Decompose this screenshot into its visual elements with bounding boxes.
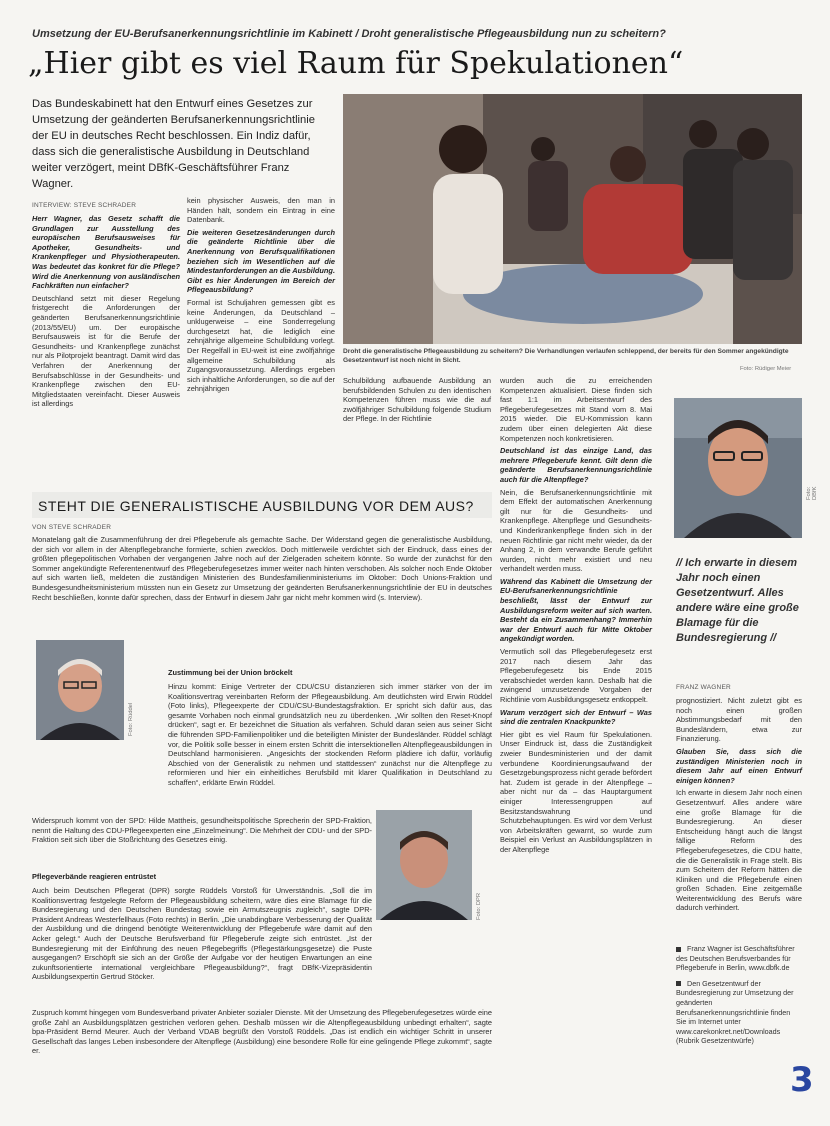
page-number: 3 (790, 1060, 814, 1100)
box-subheading-1: Zustimmung bei der Union bröckelt (168, 668, 293, 677)
info-item (676, 979, 802, 1046)
box-paragraph-5: Zuspruch kommt hingegen vom Bundesverband privater Anbieter sozialer Dienste. Mit der Umsetzung des Pflegeberufegesetzes würde eine große Zahl an Ausbildungsplätzen gestrichen verloren gehen. Deshalb müssen wir die Altenpflegeausbildung unbedingt erhalten“, sagte bpa-Präsident Bernd Meurer. Auch der Verband VDAB begrüßt den Vorstoß Rüddels. „Das ist endlich ein wichtiger Schritt in unserer Gesellschaft das langes Leben insbesondere der Altenpflege (Ausbildung) eine besondere Rolle für eine gelingende Pflege zukommt“, sagte er. (32, 1008, 492, 1056)
question: Warum verzögert sich der Entwurf – Was sind die zentralen Knackpunkte? (500, 707, 652, 727)
interview-column-2 (187, 196, 335, 484)
info-item-text: Franz Wagner ist Geschäftsführer des Deutschen Berufsverbandes für Pflegeberufe in Berlin, www.dbfk.de (676, 944, 795, 973)
box-byline: VON STEVE SCHRADER (32, 524, 112, 531)
box-paragraph-2a: Hinzu kommt: Einige Vertreter der CDU/CSU distanzieren sich immer stärker von der im Koalitionsvertrag vereinbarten Reform der Pflegeausbildung. Am deutlichsten wird Erwin Rüddel (Foto links), Pflegeexperte der CDU/CSU-Bundestagsfraktion. Er spricht sich dafür aus, das gesamte Vorhaben noch einmal grundsätzlich neu zu überdenken. „Wir sollten den Reset-Knopf drücken“, sagt er. Er bezeichnet die Situation als verfahren. Schuld daran seien aus seiner Sicht die führenden SPD-Familienpolitiker und die beteiligten Minister der Bundesländer. Rüddel schlägt vor, die Politik solle besser in einem ersten Schritt die intersektionellen Altenpflegeausbildungen in Deutschland harmonisieren. „Angesichts der stockenden Reform plädiere ich dafür, vorläufig Abschied von der Generalistik zu nehmen und stattdessen“ zunächst nur die Altenpflege zu reformieren und hier ein einheitliches Berufsbild mit klarer Qualifikation in Deutschland zu schaffen“, erklärte Erwin Rüddel. (168, 682, 492, 787)
pull-quote: // Ich erwarte in diesem Jahr noch einen Gesetzentwurf. Alles andere wäre eine große Blamage für die Bundesregierung // (676, 557, 799, 644)
box-paragraph-4: Auch beim Deutschen Pflegerat (DPR) sorgte Rüddels Vorstoß für Unverständnis. „Soll die im Koalitionsvertrag festgelegte Reform der Pflegeausbildung scheitern, wäre dies eine Blamage für die Bundesregierung und den Deutschen Bundestag sowie ein Armutszeugnis zugleich“, sagte DPR-Präsident Andreas Westerfellhaus (Foto rechts) in Berlin. „Die unabdingbare Verbesserung der Qualität der Ausbildung und die dringend benötigte Weiterentwicklung der Pflegeberufe wäre damit auf den Acker gelegt.“ Auch der Deutsche Berufsverband für Pflegeberufe zeigte sich entrüstet. „Ist der Bundesregierung mit der Einführung des neuen Pflegebegriffs (Pflegestärkungsgesetze) die Puste ausgegangen? Erschöpft sie sich an der Größe der Aufgabe vor der heutigen Erwartungen an eine zukunftsorientierte international vergleichbare Pflegeausbildung?“, fragt DBfK-Vizepräsidentin Ausbildungsexpertin Gertrud Stöcker. (32, 886, 372, 982)
bullet-icon (676, 981, 681, 986)
box-title: STEHT DIE GENERALISTISCHE AUSBILDUNG VOR DEM AUS? (38, 498, 474, 514)
kicker: Umsetzung der EU-Berufsanerkennungsrichtlinie im Kabinett / Droht generalistische Pflegeausbildung nun zu scheitern? (32, 28, 666, 40)
box-subheading-2: Pflegeverbände reagieren entrüstet (32, 872, 157, 881)
photo1-credit: Foto: Rüddel (128, 702, 134, 736)
interview-column-4 (500, 376, 652, 1086)
answer: Vermutlich soll das Pflegeberufegesetz erst 2017 nach diesem Jahr das Pflegeberufegesetz bis Ende 2015 verabschiedet werden kann. Deshalb hat die zwingend umzusetzende Vorgaben der Richtlinie vom Ausbildungsgesetz entkoppelt. (500, 647, 652, 704)
interview-column-5 (676, 696, 802, 936)
question: Herr Wagner, das Gesetz schafft die Grundlagen zur Ausstellung des europäischen Berufsausweises für Apotheker, Gesundheits- und Krankenpfleger und Physiotherapeuten. Was bedeutet das konkret für die Pflege? Wird die Anerkennung von ausländischen Fachkräften nun einfacher? (32, 214, 180, 291)
intro-text: Das Bundeskabinett hat den Entwurf eines Gesetzes zur Umsetzung der geänderten Berufsanerkennungsrichtlinie der EU in deutsches Recht beschlossen. Ein Indiz dafür, dass sich die generalistische Ausbildung in Deutschland weiter verzögert, meint DBfK-Geschäftsführer Franz Wagner. (32, 98, 315, 190)
answer: prognostiziert. Nicht zuletzt gibt es noch einen großen Abstimmungsbedarf mit den Bundesländern, etwa zur Finanzierung. (676, 696, 802, 744)
info-item (676, 944, 802, 973)
info-item-text: Den Gesetzentwurf der Bundesregierung zur Umsetzung der geänderten Berufsanerkennungsrichtlinie finden Sie im Internet unter www.carekonkret.net/Downloads (Rubrik Gesetzentwürfe) (676, 978, 794, 1046)
photo2-credit: Foto: DPR (476, 892, 482, 920)
answer: Hier gibt es viel Raum für Spekulationen. Unser Eindruck ist, dass die Zuständigkeit zweier Bundesministerien und der damit verbundene Koordinierungsaufwand der Gesetzgebungsprozess nicht gerade befördert hat. Zudem ist gerade in der Altenpflege – aber nicht nur da – das Hauptargument einiger Interessengruppen auf Besitzstandswahrung und Schutzbehauptungen. Es wird vor dem Verlust von Arbeitskräften gewarnt, so wurde zum Beispiel ein Verlust an Ausbildungsplätzen in der Altenpflege (500, 729, 653, 854)
interview-column-3 (343, 376, 491, 484)
box-paragraph-1: Monatelang galt die Zusammenführung der drei Pflegeberufe als gemachte Sache. Der Widerstand gegen die generalistische Ausbildung, der sich vor allem in der Altenpflegebranche formierte, schien zwecklos. Doch mittlerweile verdichtet sich der Eindruck, dass eines der größten pflegepolitischen Vorhaben der vergangenen Jahre noch auf der Zielgeraden scheitern könnte. So wurde der zunächst für den Sommer angekündigte Referentenentwurf des Pflegeberufegesetzes immer weiter nach hinten verschoben. Als solcher noch Ende Oktober auf sich warten ließ, meldeten die zuständigen Ministerien des Bundesfamilienministeriums im Oktober: Doch Unions-Fraktion und Bundesgesundheitsministerium müssten nun ein Gesetz zur Umsetzung der geänderten Berufsanerkennungsrichtlinie der EU in deutsches Recht beschließen, konnte dafür sprechen, dass der Entwurf in diesem Jahr gar nicht mehr kommen wird (s. Interview). (32, 535, 492, 602)
answer: wurden auch die zu erreichenden Kompetenzen aktualisiert. Diese finden sich fast 1:1 im Arbeitsentwurf des Pflegeberufegesetzes mit Stand vom 8. Mai 2015 wieder. Die EU-Kommission kann zudem über einen delegierten Akt diese Kompetenzen noch konkretisieren. (500, 376, 652, 443)
interview-byline: INTERVIEW: STEVE SCHRADER (32, 202, 137, 209)
answer: Formal ist Schuljahren gemessen gibt es keine Änderungen, da Deutschland – unklugerweise – eine Sonderregelung durchgesetzt hat, die lediglich eine zehnjährige allgemeine Schulbildung vorlegt. Der Regelfall in EU-weit ist eine zwölfjährige allgemeine Schulbildung als Zugangsvoraussetzung. Allerdings ergeben sich inhaltliche Anforderungen, so die auf der zehnjährigen (187, 297, 335, 394)
question: Glauben Sie, dass sich die zuständigen Ministerien noch in diesem Jahr auf einen Entwurf einigen können? (676, 746, 802, 785)
main-photo (343, 94, 802, 344)
info-box (676, 944, 802, 1046)
bullet-icon (676, 947, 681, 952)
photo-caption: Droht die generalistische Pflegeausbildung zu scheitern? Die Verhandlungen verlaufen schleppend, der bereits für den Sommer angekündigte Gesetzentwurf ist noch nicht in Sicht. (343, 348, 789, 364)
answer: kein physischer Ausweis, den man in Händen hält, sondern ein Eintrag in eine Datenbank. (187, 196, 335, 225)
answer: Nein, die Berufsanerkennungsrichtlinie mit dem Effekt der automatischen Anerkennung gilt nur für die Gesundheits- und Krankenpflege. Altenpflege und Gesundheits- und Kinderkrankenpflege finden sich in der neuen Richtlinie gar nicht mehr wieder, da der Anhang 2, in dem verwandte Berufe geführt wurden, nicht mehr existiert und neu verhandelt werden muss. (500, 487, 652, 574)
answer: Deutschland setzt mit dieser Regelung fristgerecht die Anforderungen der geänderten Berufsanerkennungsrichtlinie (2013/55/EU) um. Der europäische Berufsausweis ist für die Berufe der Gesundheits- und Krankenpflege zunächst nur als Pilotprojekt beantragt. Damit wird das Verfahren der Anerkennung der Berufsabschlüsse in der Gesundheits- und Krankenpflege zwischen den EU-Mitgliedstaaten vereinfacht. Dieser Ausweis ist allerdings (32, 293, 180, 409)
pull-quote-author: FRANZ WAGNER (676, 684, 731, 691)
answer: Ich erwarte in diesem Jahr noch einen Gesetzentwurf. Alles andere wäre eine große Blamage für die Bundesregierung. An dieser Entscheidung hängt auch die längst fällige Reform des Pflegeberufegesetzes, die CDU hatte, die die Generalistik in Frage stellt. Bis zum Scheitern der Reform hätten die Kliniken und die Pflegeberufe einen großen Schaden. Eine zeitgemäße Weiterentwicklung des Berufs wäre dadurch verhindert. (676, 788, 802, 913)
portrait-credit: Foto: DBfK (806, 486, 818, 500)
answer: Schulbildung aufbauende Ausbildung an berufsbildenden Schulen zu den identischen Kompetenzen führen muss wie die auf zwölfjähriger Schulbildung folgende Studium der Pflege. In der Richtlinie (343, 376, 491, 424)
question: Während das Kabinett die Umsetzung der EU-Berufsanerkennungsrichtlinie beschließt, lässt der Entwurf zur Ausbildungsreform weiter auf sich warten. Besteht da ein Zusammenhang? Immerhin war der Entwurf auch für Mitte Oktober angekündigt worden. (500, 576, 652, 644)
question: Deutschland ist das einzige Land, das mehrere Pflegeberufe kennt. Gilt denn die geänderte Berufsanerkennungsrichtlinie auch für die Altenpflege? (500, 446, 652, 484)
photo-andreas-westerfellhaus (376, 810, 472, 920)
photo-credit: Foto: Rüdiger Meier (740, 366, 792, 372)
box-paragraph-3: Widerspruch kommt von der SPD: Hilde Mattheis, gesundheitspolitische Sprecherin der SPD-Fraktion, nennt die Haltung des CDU-Pflegeexperten eine „Einzelmeinung“. Die Mehrheit der CDU- und der SPD-Fraktion seit sich über die Stoßrichtung des Gesetzes einig. (32, 816, 372, 845)
question: Die weiteren Gesetzesänderungen durch die geänderte Richtlinie über die Anerkennung von Berufsqualifikationen beziehen sich im Wesentlichen auf die Mindestanforderungen an die Ausbildung. Gibt es hier Änderungen im Bereich der Pflegeausbildung? (187, 227, 335, 295)
photo-erwin-rueddel (36, 640, 124, 740)
headline: „Hier gibt es viel Raum für Spekulationen“ (28, 46, 684, 81)
box-title-bar (32, 492, 492, 518)
portrait-franz-wagner (674, 398, 802, 538)
interview-column-1 (32, 214, 180, 484)
